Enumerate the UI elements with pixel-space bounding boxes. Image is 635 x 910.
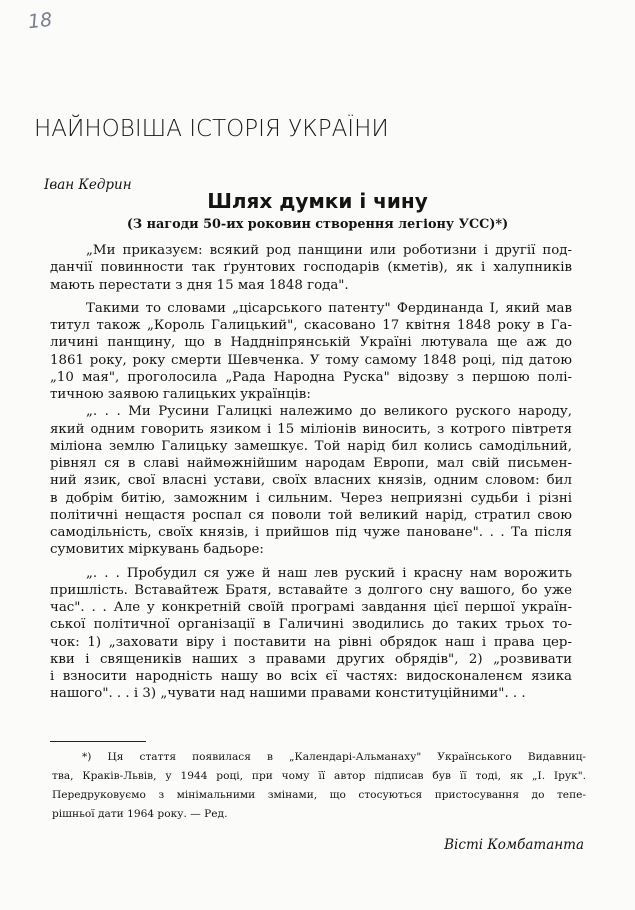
text-line: чок: 1) „заховати віру і поставити на рівні обрядок наш і права цер- (50, 634, 572, 650)
text-line: кви і священиків наших з правами других обрядів", 2) „розвивати (50, 651, 572, 667)
text-line: в добрім битію, заможним і сильним. Через неприязні судьби і різні (50, 490, 572, 506)
article-author: Іван Кедрин (44, 177, 132, 193)
text-line: міліона землю Галицьку замешкує. Той нарід бил колись самодільний, (50, 438, 572, 454)
footnote-line: рішньої дати 1964 року. — Ред. (52, 808, 228, 820)
source-credit: Вісті Комбатанта (444, 837, 584, 853)
text-line: Такими то словами „цісарського патенту" Фердинанда І, який мав (86, 300, 572, 316)
text-line: данчії повинности так ґрунтових господарів (кметів), як і халупників (50, 260, 572, 276)
text-line: рівнял ся в славі наймөжнійшим народам Европи, мал свій письмен- (50, 456, 572, 471)
text-line: ської політичної організації в Галичині зводились до таких трьох то- (50, 617, 572, 633)
text-line: мають перестати з дня 15 мая 1848 года". (50, 277, 349, 293)
handwritten-page-number: 18 (26, 8, 54, 34)
paragraph (50, 300, 572, 404)
text-line: який одним говорить язиком і 15 міліонів виносить, з котрого півтретя (50, 421, 572, 437)
text-line: самодільність, своїх князів, і прийшов під чуже пановане". . . Та після (50, 525, 572, 540)
text-line: тичною заявою галицьких українців: (50, 387, 311, 402)
series-title: НАЙНОВІША ІСТОРІЯ УКРАЇНИ (34, 116, 389, 142)
text-line: „. . . Ми Русини Галицкі належимо до великого руского народу, (86, 404, 572, 420)
article-title: Шлях думки і чину (207, 189, 428, 213)
footnote (52, 748, 586, 824)
text-line: пришлість. Вставайтеж Братя, вставайте з долгого сну вашого, бо уже (50, 582, 572, 598)
text-line: „10 мая", проголосила „Рада Народна Руска" відозву з першою полі- (50, 369, 572, 385)
text-line: сумовитих міркувань бадьоре: (50, 542, 264, 558)
text-line: 1861 року, року смерти Шевченка. У тому самому 1848 році, під датою (50, 352, 572, 368)
text-line: титул також „Король Галицький", скасовано 17 квітня 1848 року в Га- (50, 318, 572, 333)
article-body (50, 242, 572, 703)
text-line: час". . . Але у конкретній своїй програмі завдання цієї першої україн- (50, 600, 572, 615)
footnote-separator (50, 741, 146, 742)
text-line: личині панщину, що в Наддніпрянській Україні лютувала ще аж до (50, 335, 572, 351)
text-line: політичні нещастя роспал ся поволи той великий нарід, стратил свою (50, 507, 572, 523)
text-line: ний язик, свої власні устави, своїх власних князів, одним словом: бил (50, 473, 572, 489)
text-line: і взносити народність нашу во всіх єї частях: видосконаленєм язика (50, 669, 572, 684)
paragraph (50, 565, 572, 703)
footnote-line: *) Ця стаття появилася в „Календарі-Альманаху" Українського Видавниц- (82, 751, 586, 763)
article-subtitle: (З нагоди 50-их роковин створення легіону УСС)*) (126, 217, 509, 232)
text-line: нашого". . . і 3) „чувати над нашими правами конституційними". . . (50, 686, 526, 702)
paragraph (50, 403, 572, 558)
text-line: „Ми приказуєм: всякий род панщини или роботизни і другії под- (86, 243, 572, 258)
footnote-line: Передруковуємо з мінімальними змінами, що стосуються пристосування до тепе- (52, 789, 586, 801)
text-line: „. . . Пробудил ся уже й наш лев руский і красну нам ворожить (86, 565, 572, 581)
footnote-line: тва, Краків-Львів, у 1944 році, при чому її автор підписав був її тоді, як „І. Ірук". (52, 770, 586, 782)
paragraph (50, 242, 572, 294)
